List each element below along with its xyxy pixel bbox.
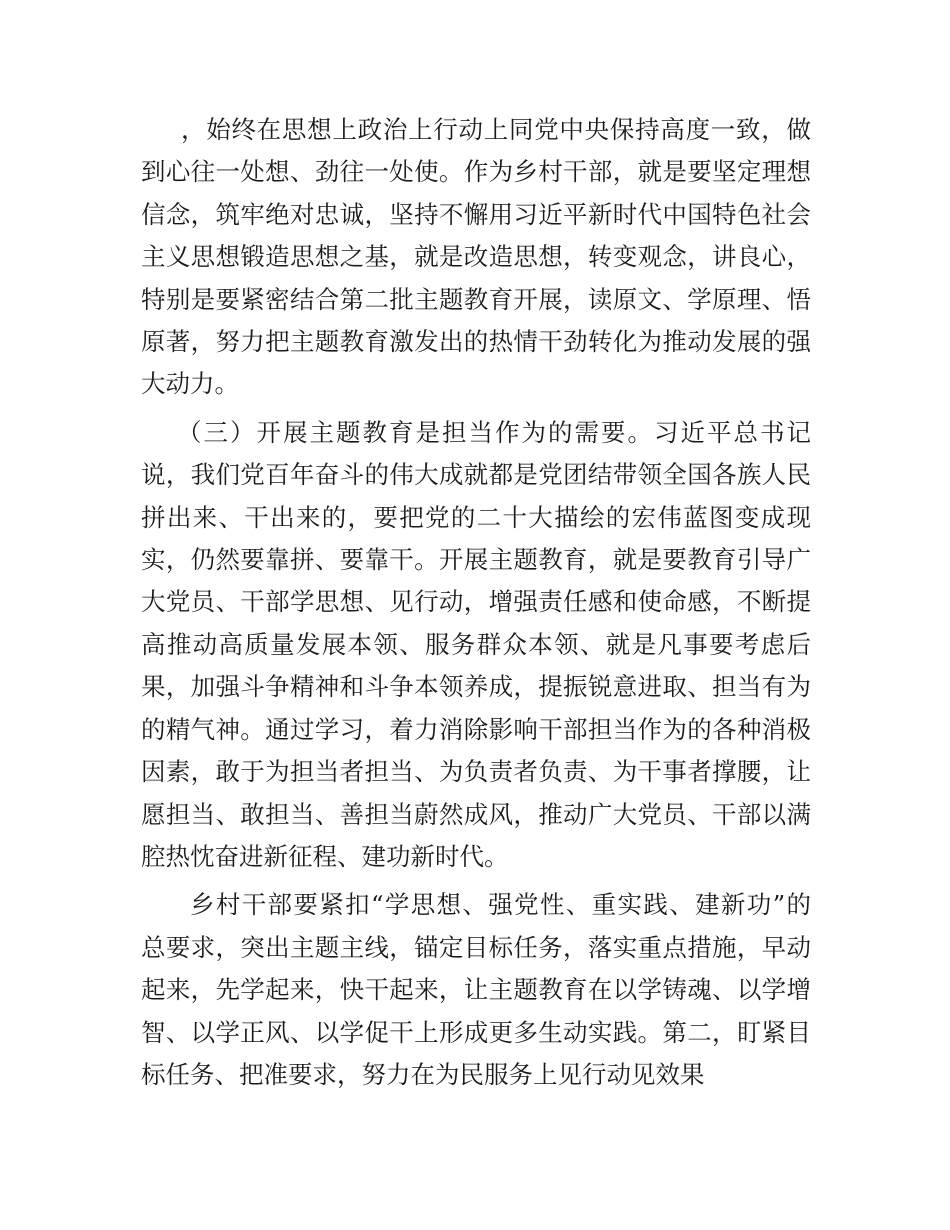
paragraph-line: 特别是要紧密结合第二批主题教育开展，读原文、学原理、悟 <box>141 284 811 314</box>
paragraph-line: 果，加强斗争精神和斗争本领养成，提振锐意进取、担当有为 <box>141 672 811 702</box>
paragraph-line: 愿担当、敢担当、善担当蔚然成风，推动广大党员、干部以满 <box>141 799 811 829</box>
paragraph-2 <box>141 412 811 878</box>
paragraph-3 <box>141 884 811 1096</box>
paragraph-line: 起来，先学起来，快干起来，让主题教育在以学铸魂、以学增 <box>141 975 811 1005</box>
paragraph-line: 大党员、干部学思想、见行动，增强责任感和使命感，不断提 <box>141 587 811 617</box>
paragraph-line: 标任务、把准要求，努力在为民服务上见行动见效果 <box>141 1059 705 1089</box>
paragraph-line: 大动力。 <box>141 369 239 399</box>
paragraph-line: ，始终在思想上政治上行动上同党中央保持高度一致，做 <box>181 115 811 144</box>
paragraph-line: 说，我们党百年奋斗的伟大成就都是党团结带领全国各族人民 <box>141 460 811 490</box>
paragraph-1-body <box>141 151 811 405</box>
document-body <box>141 109 811 1096</box>
paragraph-line: 因素，敢于为担当者担当、为负责者负责、为干事者撑腰，让 <box>141 757 811 787</box>
paragraph-line: 主义思想锻造思想之基，就是改造思想，转变观念，讲良心， <box>141 242 811 272</box>
paragraph-line: 到心往一处想、劲往一处使。作为乡村干部，就是要坚定理想 <box>141 157 811 187</box>
paragraph-line: 的精气神。通过学习，着力消除影响干部担当作为的各种消极 <box>141 714 811 744</box>
paragraph-line: （三）开展主题教育是担当作为的需要。习近平总书记 <box>177 417 811 447</box>
paragraph-line: 原著，努力把主题教育激发出的热情干劲转化为推动发展的强 <box>141 327 811 357</box>
paragraph-line: 乡村干部要紧扣“学思想、强党性、重实践、建新功”的 <box>190 890 811 920</box>
paragraph-line: 腔热忱奋进新征程、建功新时代。 <box>141 841 509 871</box>
paragraph-line: 智、以学正风、以学促干上形成更多生动实践。第二，盯紧目 <box>141 1017 811 1047</box>
paragraph-line: 信念，筑牢绝对忠诚，坚持不懈用习近平新时代中国特色社会 <box>141 199 811 229</box>
paragraph-line: 总要求，突出主题主线，锚定目标任务，落实重点措施，早动 <box>141 932 811 962</box>
paragraph-line: 实，仍然要靠拼、要靠干。开展主题教育，就是要教育引导广 <box>141 545 811 575</box>
paragraph-line: 拼出来、干出来的，要把党的二十大描绘的宏伟蓝图变成现 <box>141 502 811 532</box>
paragraph-1 <box>141 109 811 151</box>
paragraph-line: 高推动高质量发展本领、服务群众本领、就是凡事要考虑后 <box>141 629 811 659</box>
